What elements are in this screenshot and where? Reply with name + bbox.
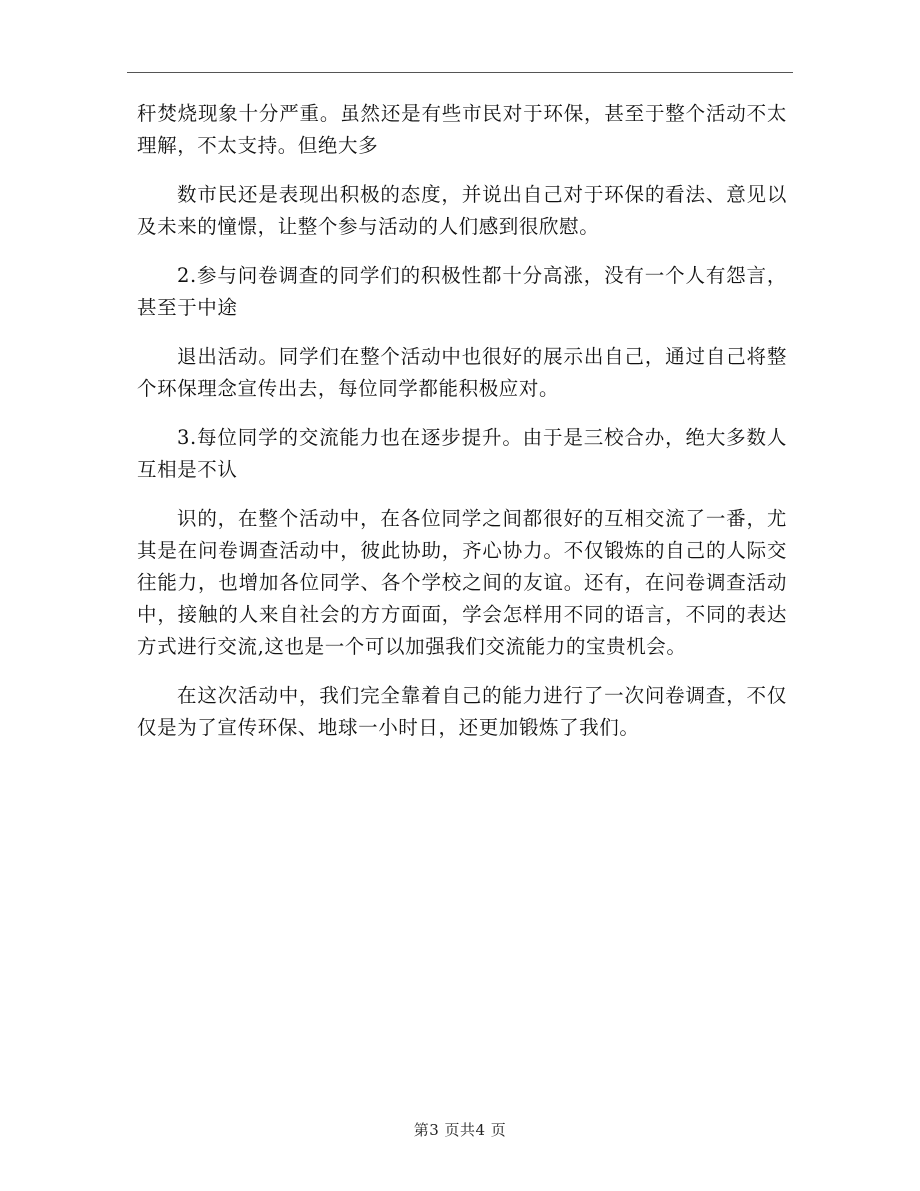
paragraph-4: 退出活动。同学们在整个活动中也很好的展示出自己，通过自己将整个环保理念宣传出去，每位同学都能积极应对。 <box>137 345 787 400</box>
paragraph-1: 秆焚烧现象十分严重。虽然还是有些市民对于环保，甚至于整个活动不太理解，不太支持。但绝大多 <box>137 102 787 157</box>
header-rule <box>127 72 793 73</box>
paragraph-3: 2.参与问卷调查的同学们的积极性都十分高涨，没有一个人有怨言，甚至于中途 <box>137 264 787 319</box>
paragraph-7: 在这次活动中，我们完全靠着自己的能力进行了一次问卷调查，不仅仅是为了宣传环保、地球一小时日，还更加锻炼了我们。 <box>137 684 787 739</box>
page-number-footer: 第3 页共4 页 <box>413 1121 507 1139</box>
paragraph-6: 识的，在整个活动中，在各位同学之间都很好的互相交流了一番，尤其是在问卷调查活动中，彼此协助，齐心协力。不仅锻炼的自己的人际交往能力，也增加各位同学、各个学校之间的友谊。还有，在问卷调查活动中，接触的人来自社会的方方面面，学会怎样用不同的语言，不同的表达方式进行交流,这也是一个可以加强我们交流能力的宝贵机会。 <box>137 507 787 658</box>
document-body <box>137 98 787 744</box>
paragraph-2: 数市民还是表现出积极的态度，并说出自己对于环保的看法、意见以及未来的憧憬，让整个参与活动的人们感到很欣慰。 <box>137 183 787 238</box>
paragraph-5: 3.每位同学的交流能力也在逐步提升。由于是三校合办，绝大多数人互相是不认 <box>137 426 787 481</box>
